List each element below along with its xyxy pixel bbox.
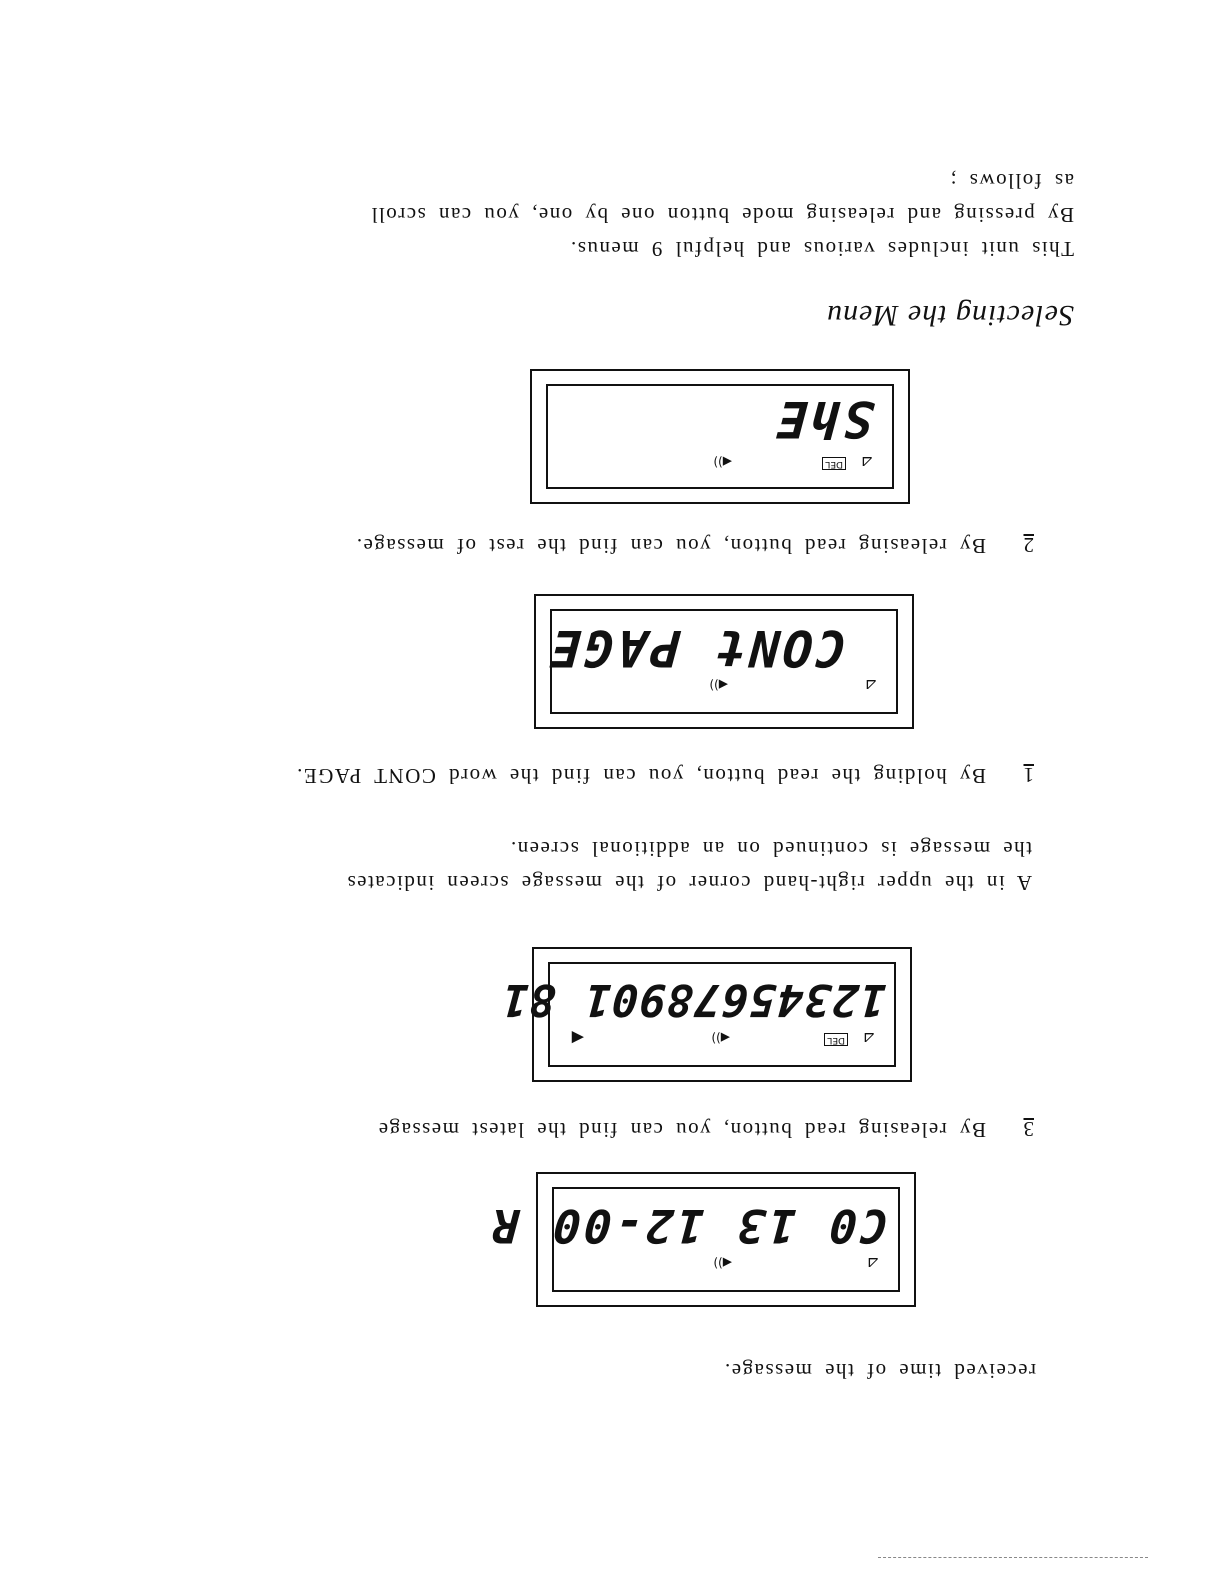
step-text: By releasing read button, you can find the latest message <box>377 1118 986 1142</box>
section-heading: Selecting the Menu <box>826 299 1074 332</box>
lcd-display-message <box>499 947 912 1082</box>
lcd-display-she <box>530 369 910 504</box>
step-number: 1 <box>1023 763 1034 787</box>
speaker-icon: ◀)) <box>713 455 732 469</box>
speaker-icon: ◀)) <box>711 1031 730 1045</box>
arrow-left-icon: ◀ <box>571 1029 584 1048</box>
alert-icon: ⊿ <box>864 676 878 695</box>
step-number: 3 <box>1023 1117 1034 1141</box>
step-text: By releasing read button, you can find the rest of message. <box>355 534 986 558</box>
alert-icon: ⊿ <box>866 1254 880 1273</box>
alert-icon: ⊿ <box>862 1029 876 1048</box>
del-badge: DEL <box>822 457 846 470</box>
note-line-1: A in the upper right-hand corner of the message screen indicates <box>346 871 1032 895</box>
lcd-text: CONt PAGE <box>546 619 849 677</box>
alert-icon: ⊿ <box>860 453 874 472</box>
footer-text: received time of the message. <box>723 1359 1036 1383</box>
note-line-2: the message is continued on an additional screen. <box>509 837 1032 861</box>
speaker-icon: ◀)) <box>709 678 728 692</box>
step-number: 2 <box>1023 533 1034 557</box>
del-badge: DEL <box>824 1033 848 1046</box>
scan-artifact-line <box>878 1557 1148 1558</box>
intro-line-3: as follows ; <box>949 169 1074 193</box>
lcd-text: 12345678901 81 <box>499 974 888 1025</box>
lcd-text: ShE <box>772 390 877 448</box>
lcd-text: C0 13 12-00 R <box>487 1199 890 1253</box>
intro-line-1: This unit includes various and helpful 9 menus. <box>569 237 1074 261</box>
step-text: By holding the read button, you can find the word CONT PAGE. <box>295 764 986 788</box>
lcd-display-time <box>487 1172 916 1307</box>
lcd-display-cont-page <box>534 594 914 729</box>
intro-line-2: By pressing and releasing mode button one by one, you can scroll <box>370 203 1074 227</box>
speaker-icon: ◀)) <box>713 1256 732 1270</box>
